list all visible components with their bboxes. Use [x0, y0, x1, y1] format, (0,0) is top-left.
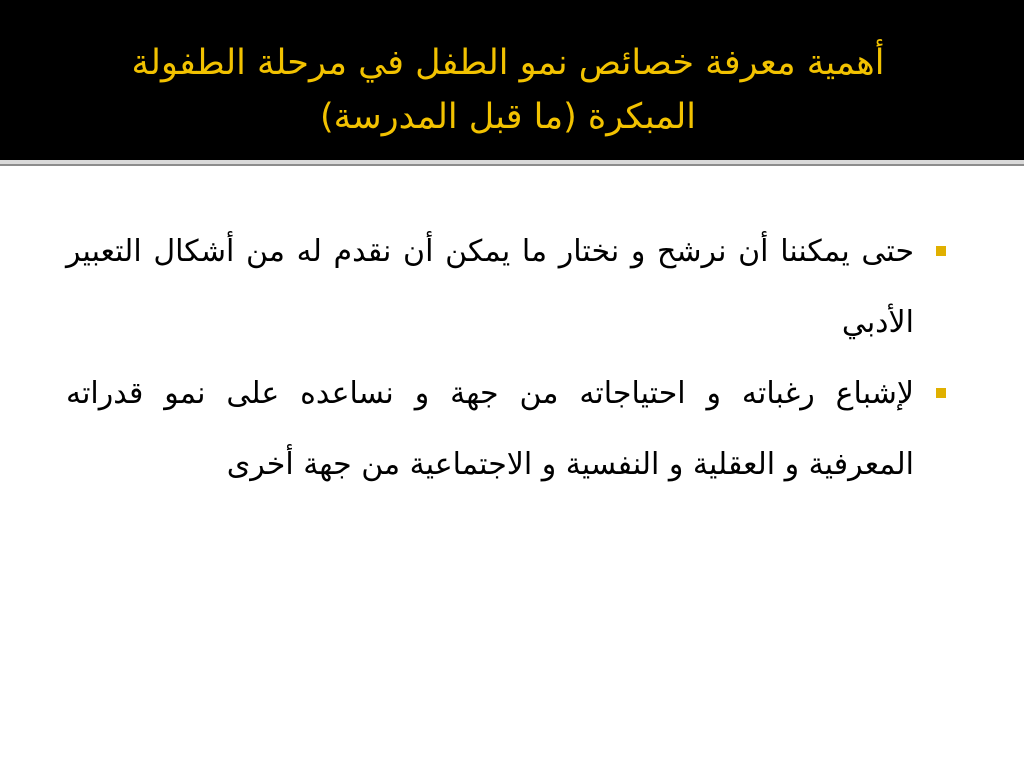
bullet-text: حتى يمكننا أن نرشح و نختار ما يمكن أن نقدم له من أشكال التعبير الأدبي [66, 234, 914, 340]
title-bar [0, 0, 1024, 160]
bullet-item [66, 358, 946, 500]
title-divider-shadow [0, 164, 1024, 166]
bullet-text: لإشباع رغباته و احتياجاته من جهة و نساعده على نمو قدراته المعرفية و العقلية و النفسية و الاجتماعية من جهة أخرى [66, 376, 914, 482]
square-bullet-icon [936, 246, 946, 256]
square-bullet-icon [936, 388, 946, 398]
bullet-list [66, 216, 946, 500]
bullet-item [66, 216, 946, 358]
slide-title: أهمية معرفة خصائص نمو الطفل في مرحلة الطفولة المبكرة (ما قبل المدرسة) [131, 43, 885, 137]
